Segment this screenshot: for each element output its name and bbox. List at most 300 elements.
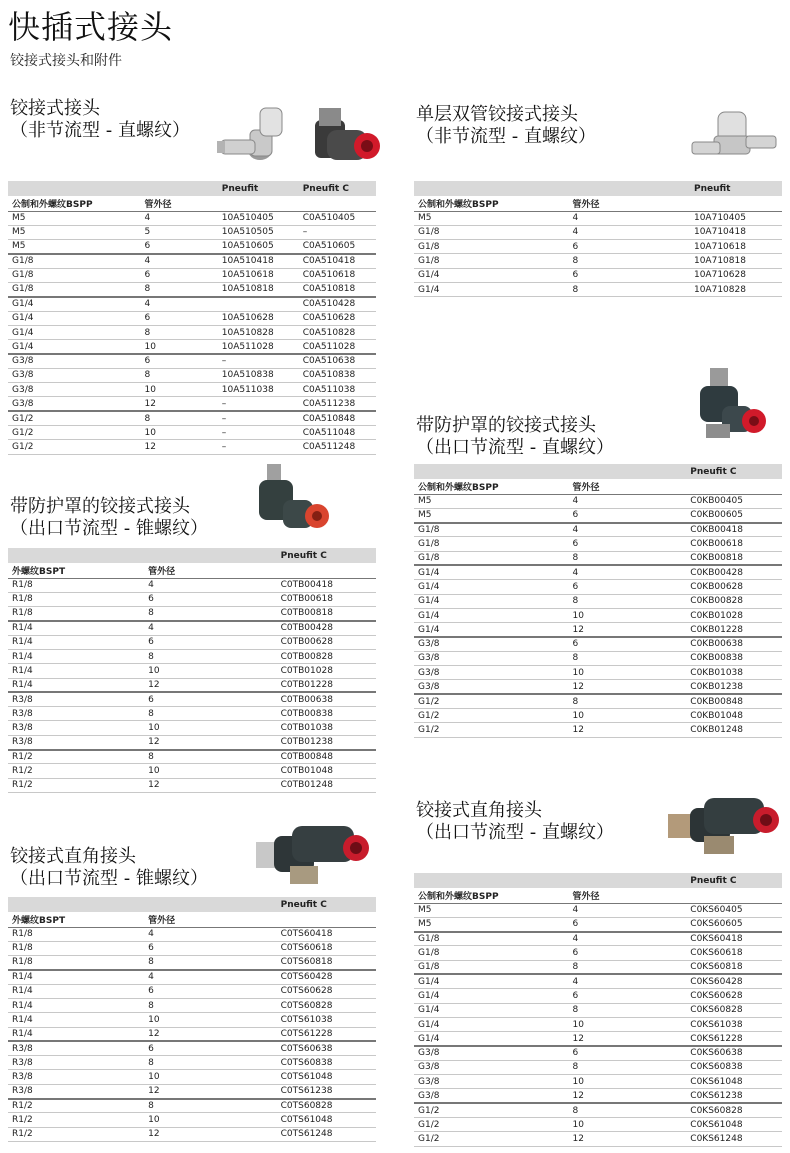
tube-od-cell: 10 xyxy=(144,764,276,778)
thread-cell: G1/8 xyxy=(414,240,569,254)
part-number-cell: – xyxy=(218,411,299,425)
part-number-cell: C0KB00405 xyxy=(686,494,782,508)
thread-cell: R3/8 xyxy=(8,1070,144,1084)
table-row xyxy=(8,211,376,225)
brand-cell xyxy=(144,897,276,912)
part-number-cell: C0TB00828 xyxy=(277,649,376,663)
tube-od-cell: 8 xyxy=(140,325,217,339)
thread-cell: M5 xyxy=(414,903,569,917)
part-number-cell: C0KB00418 xyxy=(686,523,782,537)
table-row xyxy=(8,240,376,254)
thread-cell: G3/8 xyxy=(8,354,140,368)
tube-od-cell: 5 xyxy=(140,225,217,239)
table-row xyxy=(8,941,376,955)
column-header-row xyxy=(8,912,376,927)
brand-cell xyxy=(414,464,569,479)
thread-cell: G1/8 xyxy=(414,537,569,551)
thread-cell: M5 xyxy=(8,225,140,239)
guarded-swivel-straight-image xyxy=(692,366,772,441)
thread-cell: G1/4 xyxy=(414,989,569,1003)
part-number-cell xyxy=(218,297,299,311)
column-header: 管外径 xyxy=(569,888,687,903)
part-number-cell: C0KB00428 xyxy=(686,565,782,579)
part-number-c-cell: C0A511238 xyxy=(299,397,376,411)
table-row xyxy=(8,692,376,706)
tube-od-cell: 8 xyxy=(569,551,687,565)
table-row xyxy=(8,254,376,268)
thread-cell: R1/4 xyxy=(8,664,144,678)
thread-cell: G1/4 xyxy=(414,974,569,988)
tube-od-cell: 8 xyxy=(140,411,217,425)
thread-cell: G3/8 xyxy=(414,1089,569,1103)
table-row xyxy=(8,750,376,764)
thread-cell: G1/4 xyxy=(414,282,569,296)
part-number-cell: C0KS60828 xyxy=(686,1003,782,1017)
table-row xyxy=(8,383,376,397)
tube-od-cell: 8 xyxy=(569,960,687,974)
tube-od-cell: 12 xyxy=(144,735,276,749)
part-number-c-cell: C0A510418 xyxy=(299,254,376,268)
tube-od-cell: 4 xyxy=(569,932,687,946)
table-row xyxy=(414,680,782,694)
brand-cell: Pneufit xyxy=(690,181,782,196)
table-row xyxy=(414,282,782,296)
table-row xyxy=(8,927,376,941)
part-number-cell: C0KS60418 xyxy=(686,932,782,946)
thread-cell: G1/4 xyxy=(8,311,140,325)
thread-cell: M5 xyxy=(414,508,569,522)
thread-cell: G3/8 xyxy=(414,1060,569,1074)
part-number-cell: 10A511028 xyxy=(218,340,299,354)
brand-cell xyxy=(144,548,276,563)
part-number-cell: C0TB01248 xyxy=(277,778,376,792)
table-row xyxy=(8,1127,376,1141)
part-number-cell: C0KB00848 xyxy=(686,694,782,708)
tube-od-cell: 4 xyxy=(144,621,276,635)
thread-cell: G1/8 xyxy=(414,932,569,946)
tube-od-cell: 8 xyxy=(569,254,690,268)
part-number-cell: 10A510618 xyxy=(218,268,299,282)
column-header xyxy=(686,888,782,903)
column-header-row xyxy=(414,479,782,494)
thread-cell: R3/8 xyxy=(8,1084,144,1098)
tube-od-cell: 6 xyxy=(569,989,687,1003)
tube-od-cell: 8 xyxy=(144,956,276,970)
tube-od-cell: 4 xyxy=(144,578,276,592)
thread-cell: G1/4 xyxy=(8,340,140,354)
brand-header-row xyxy=(414,181,782,196)
thread-cell: G1/4 xyxy=(414,1032,569,1046)
part-number-cell: 10A510628 xyxy=(218,311,299,325)
table-row xyxy=(414,565,782,579)
tube-od-cell: 8 xyxy=(569,282,690,296)
thread-cell: G1/2 xyxy=(8,440,140,454)
thread-cell: R1/4 xyxy=(8,635,144,649)
tube-od-cell: 8 xyxy=(144,998,276,1012)
part-number-cell: C0KS61248 xyxy=(686,1132,782,1146)
table-row xyxy=(414,1117,782,1131)
tube-od-cell: 6 xyxy=(140,240,217,254)
column-header xyxy=(299,196,376,211)
part-number-cell: C0TB00428 xyxy=(277,621,376,635)
thread-cell: G3/8 xyxy=(414,680,569,694)
table-row xyxy=(8,721,376,735)
column-header: 管外径 xyxy=(144,912,276,927)
tube-od-cell: 12 xyxy=(569,1032,687,1046)
thread-cell: G1/8 xyxy=(414,960,569,974)
thread-cell: R1/4 xyxy=(8,649,144,663)
tube-od-cell: 10 xyxy=(569,1075,687,1089)
section-5-title-line2: （出口节流型 - 锥螺纹） xyxy=(10,868,208,889)
part-number-c-cell: C0A510628 xyxy=(299,311,376,325)
thread-cell: G1/2 xyxy=(414,708,569,722)
part-number-cell: C0KS60828 xyxy=(686,1103,782,1117)
tube-od-cell: 8 xyxy=(569,1103,687,1117)
part-number-cell: C0TS60418 xyxy=(277,927,376,941)
table-row xyxy=(8,1084,376,1098)
thread-cell: G1/8 xyxy=(8,268,140,282)
section-1-title-line1: 铰接式接头 xyxy=(10,98,100,119)
tube-od-cell: 10 xyxy=(140,383,217,397)
tube-od-cell: 6 xyxy=(144,941,276,955)
thread-cell: G1/8 xyxy=(414,551,569,565)
thread-cell: R1/2 xyxy=(8,1113,144,1127)
tube-od-cell: 12 xyxy=(144,1127,276,1141)
table-row xyxy=(414,594,782,608)
table-row xyxy=(8,297,376,311)
tube-od-cell: 10 xyxy=(569,608,687,622)
column-header: 公制和外螺纹BSPP xyxy=(414,888,569,903)
table-row xyxy=(414,551,782,565)
thread-cell: G1/2 xyxy=(8,411,140,425)
tube-od-cell: 4 xyxy=(140,211,217,225)
tube-od-cell: 6 xyxy=(144,692,276,706)
part-number-cell: – xyxy=(218,397,299,411)
brand-cell: Pneufit C xyxy=(299,181,376,196)
table-row xyxy=(414,1132,782,1146)
thread-cell: G1/4 xyxy=(8,297,140,311)
thread-cell: M5 xyxy=(414,917,569,931)
thread-cell: R3/8 xyxy=(8,1041,144,1055)
part-number-cell: 10A510828 xyxy=(218,325,299,339)
tube-od-cell: 8 xyxy=(569,694,687,708)
part-number-c-cell: C0A511048 xyxy=(299,425,376,439)
thread-cell: G3/8 xyxy=(414,1046,569,1060)
part-number-c-cell: C0A511248 xyxy=(299,440,376,454)
tube-od-cell: 10 xyxy=(144,1113,276,1127)
part-number-cell: C0KS61048 xyxy=(686,1075,782,1089)
thread-cell: G1/4 xyxy=(414,580,569,594)
part-number-cell: 10A511038 xyxy=(218,383,299,397)
tube-od-cell: 8 xyxy=(144,1099,276,1113)
thread-cell: G1/8 xyxy=(414,225,569,239)
tube-od-cell: 4 xyxy=(144,927,276,941)
brand-cell xyxy=(8,897,144,912)
thread-cell: R1/4 xyxy=(8,998,144,1012)
section-2-table xyxy=(414,181,782,297)
table-row xyxy=(414,508,782,522)
part-number-cell: C0TS61248 xyxy=(277,1127,376,1141)
table-row xyxy=(414,254,782,268)
tube-od-cell: 10 xyxy=(144,721,276,735)
page-title: 快插式接头 xyxy=(8,8,174,46)
thread-cell: R1/8 xyxy=(8,592,144,606)
part-number-cell: C0TB01228 xyxy=(277,678,376,692)
thread-cell: G1/2 xyxy=(414,1117,569,1131)
thread-cell: G1/4 xyxy=(414,623,569,637)
part-number-c-cell: C0A510828 xyxy=(299,325,376,339)
tube-od-cell: 6 xyxy=(144,1041,276,1055)
tube-od-cell: 10 xyxy=(140,340,217,354)
tube-od-cell: 10 xyxy=(569,666,687,680)
thread-cell: G1/2 xyxy=(8,425,140,439)
tube-od-cell: 8 xyxy=(569,1003,687,1017)
tube-od-cell: 8 xyxy=(144,607,276,621)
thread-cell: G3/8 xyxy=(414,1075,569,1089)
part-number-c-cell: C0A510848 xyxy=(299,411,376,425)
part-number-cell: C0TS60818 xyxy=(277,956,376,970)
table-row xyxy=(8,956,376,970)
table-row xyxy=(414,537,782,551)
thread-cell: R3/8 xyxy=(8,735,144,749)
section-3-title-line1: 带防护罩的铰接式接头 xyxy=(10,496,190,517)
thread-cell: G1/4 xyxy=(414,594,569,608)
part-number-cell: 10A510418 xyxy=(218,254,299,268)
part-number-cell: C0KB00828 xyxy=(686,594,782,608)
tube-od-cell: 6 xyxy=(569,637,687,651)
column-header xyxy=(277,912,376,927)
part-number-c-cell: C0A510638 xyxy=(299,354,376,368)
part-number-cell: C0KS60628 xyxy=(686,989,782,1003)
table-row xyxy=(414,268,782,282)
table-row xyxy=(8,1113,376,1127)
table-row xyxy=(8,411,376,425)
tube-od-cell: 6 xyxy=(569,508,687,522)
part-number-cell: C0KS61238 xyxy=(686,1089,782,1103)
part-number-cell: 10A510605 xyxy=(218,240,299,254)
section-4-table xyxy=(414,464,782,738)
section-3-title-line2: （出口节流型 - 锥螺纹） xyxy=(10,518,208,539)
table-row xyxy=(8,425,376,439)
tube-od-cell: 6 xyxy=(140,311,217,325)
section-1-title xyxy=(10,98,190,142)
tube-od-cell: 6 xyxy=(569,946,687,960)
part-number-cell: C0KB01238 xyxy=(686,680,782,694)
thread-cell: G1/4 xyxy=(8,325,140,339)
part-number-cell: C0TS61238 xyxy=(277,1084,376,1098)
part-number-cell: C0TS60618 xyxy=(277,941,376,955)
tube-od-cell: 6 xyxy=(569,240,690,254)
section-4-title xyxy=(416,415,614,459)
section-4-title-line2: （出口节流型 - 直螺纹） xyxy=(416,437,614,458)
table-row xyxy=(8,664,376,678)
thread-cell: G1/4 xyxy=(414,608,569,622)
section-6-title-line1: 铰接式直角接头 xyxy=(416,800,542,821)
tube-od-cell: 12 xyxy=(569,680,687,694)
tube-od-cell: 4 xyxy=(569,903,687,917)
tube-od-cell: 6 xyxy=(569,580,687,594)
thread-cell: M5 xyxy=(414,211,569,225)
part-number-cell: 10A710628 xyxy=(690,268,782,282)
table-row xyxy=(8,440,376,454)
table-row xyxy=(8,678,376,692)
tube-od-cell: 6 xyxy=(569,537,687,551)
table-row xyxy=(8,282,376,296)
tube-od-cell: 8 xyxy=(569,594,687,608)
table-row xyxy=(414,694,782,708)
table-row xyxy=(8,1013,376,1027)
column-header: 公制和外螺纹BSPP xyxy=(8,196,140,211)
thread-cell: G3/8 xyxy=(8,368,140,382)
part-number-cell: C0TB00818 xyxy=(277,607,376,621)
column-header: 公制和外螺纹BSPP xyxy=(414,479,569,494)
table-row xyxy=(8,397,376,411)
tube-od-cell: 6 xyxy=(144,635,276,649)
part-number-c-cell: C0A510405 xyxy=(299,211,376,225)
table-row xyxy=(414,946,782,960)
part-number-cell: C0TB00848 xyxy=(277,750,376,764)
tube-od-cell: 6 xyxy=(569,268,690,282)
tube-od-cell: 6 xyxy=(140,354,217,368)
part-number-cell: C0KB00838 xyxy=(686,651,782,665)
table-row xyxy=(414,932,782,946)
section-4-title-line1: 带防护罩的铰接式接头 xyxy=(416,415,596,436)
table-row xyxy=(8,984,376,998)
table-row xyxy=(8,778,376,792)
table-row xyxy=(8,1041,376,1055)
brand-cell: Pneufit C xyxy=(277,548,376,563)
brand-cell xyxy=(8,181,140,196)
table-row xyxy=(8,970,376,984)
thread-cell: G1/4 xyxy=(414,1003,569,1017)
thread-cell: M5 xyxy=(414,494,569,508)
brand-cell xyxy=(569,181,690,196)
column-header: 公制和外螺纹BSPP xyxy=(414,196,569,211)
tube-od-cell: 12 xyxy=(144,1084,276,1098)
column-header-row xyxy=(8,563,376,578)
table-row xyxy=(414,1046,782,1060)
tube-od-cell: 8 xyxy=(569,651,687,665)
section-5-table xyxy=(8,897,376,1142)
thread-cell: R1/4 xyxy=(8,1027,144,1041)
brand-header-row xyxy=(8,181,376,196)
column-header: 外螺纹BSPT xyxy=(8,563,144,578)
tube-od-cell: 4 xyxy=(140,297,217,311)
brand-cell: Pneufit C xyxy=(686,464,782,479)
part-number-cell: C0TB01028 xyxy=(277,664,376,678)
part-number-cell: 10A510505 xyxy=(218,225,299,239)
section-5-title-line1: 铰接式直角接头 xyxy=(10,846,136,867)
table-row xyxy=(414,1017,782,1031)
tube-od-cell: 8 xyxy=(144,1056,276,1070)
swivel-elbow-straight-image xyxy=(664,796,784,864)
table-row xyxy=(8,649,376,663)
table-row xyxy=(8,325,376,339)
part-number-cell: C0TS60428 xyxy=(277,970,376,984)
tube-od-cell: 10 xyxy=(144,1013,276,1027)
tube-od-cell: 12 xyxy=(140,440,217,454)
part-number-cell: C0KS61228 xyxy=(686,1032,782,1046)
thread-cell: R3/8 xyxy=(8,707,144,721)
part-number-cell: 10A510838 xyxy=(218,368,299,382)
table-row xyxy=(8,1027,376,1041)
table-row xyxy=(8,340,376,354)
thread-cell: R1/8 xyxy=(8,927,144,941)
tube-od-cell: 12 xyxy=(144,678,276,692)
tube-od-cell: 12 xyxy=(569,623,687,637)
table-row xyxy=(414,211,782,225)
part-number-cell: C0TB00638 xyxy=(277,692,376,706)
table-row xyxy=(414,989,782,1003)
part-number-cell: C0KB01048 xyxy=(686,708,782,722)
table-row xyxy=(8,592,376,606)
part-number-cell: C0KS61038 xyxy=(686,1017,782,1031)
section-1-table xyxy=(8,181,376,455)
column-header: 管外径 xyxy=(569,196,690,211)
column-header xyxy=(686,479,782,494)
part-number-cell: C0KB00628 xyxy=(686,580,782,594)
part-number-cell: C0TS60828 xyxy=(277,998,376,1012)
table-row xyxy=(8,707,376,721)
part-number-cell: C0TS60628 xyxy=(277,984,376,998)
part-number-cell: C0TB01238 xyxy=(277,735,376,749)
table-row xyxy=(8,607,376,621)
column-header: 管外径 xyxy=(569,479,687,494)
tube-od-cell: 10 xyxy=(144,1070,276,1084)
tube-od-cell: 8 xyxy=(140,368,217,382)
table-row xyxy=(8,354,376,368)
table-row xyxy=(414,580,782,594)
table-row xyxy=(414,623,782,637)
part-number-cell: C0TS60828 xyxy=(277,1099,376,1113)
part-number-cell: C0TS61048 xyxy=(277,1070,376,1084)
double-swivel-fitting-image xyxy=(688,100,783,170)
part-number-cell: 10A510405 xyxy=(218,211,299,225)
part-number-cell: C0KB00638 xyxy=(686,637,782,651)
brand-cell xyxy=(569,464,687,479)
thread-cell: R1/4 xyxy=(8,678,144,692)
part-number-cell: C0TS60638 xyxy=(277,1041,376,1055)
thread-cell: R1/4 xyxy=(8,970,144,984)
table-row xyxy=(8,735,376,749)
tube-od-cell: 12 xyxy=(569,1132,687,1146)
thread-cell: R1/8 xyxy=(8,578,144,592)
table-row xyxy=(414,917,782,931)
part-number-cell: C0TS61228 xyxy=(277,1027,376,1041)
brand-cell xyxy=(414,873,569,888)
brand-cell xyxy=(8,548,144,563)
tube-od-cell: 12 xyxy=(144,778,276,792)
table-row xyxy=(8,635,376,649)
table-row xyxy=(414,1032,782,1046)
brand-cell xyxy=(569,873,687,888)
part-number-c-cell: C0A510818 xyxy=(299,282,376,296)
thread-cell: R1/2 xyxy=(8,764,144,778)
section-2-title-line2: （非节流型 - 直螺纹） xyxy=(416,126,596,147)
table-row xyxy=(414,903,782,917)
part-number-c-cell: C0A510605 xyxy=(299,240,376,254)
table-row xyxy=(8,764,376,778)
part-number-c-cell: – xyxy=(299,225,376,239)
table-row xyxy=(414,637,782,651)
part-number-c-cell: C0A510618 xyxy=(299,268,376,282)
column-header-row xyxy=(414,888,782,903)
thread-cell: M5 xyxy=(8,211,140,225)
thread-cell: G1/8 xyxy=(414,254,569,268)
part-number-cell: C0KB01038 xyxy=(686,666,782,680)
part-number-cell: C0KS61048 xyxy=(686,1117,782,1131)
column-header xyxy=(277,563,376,578)
